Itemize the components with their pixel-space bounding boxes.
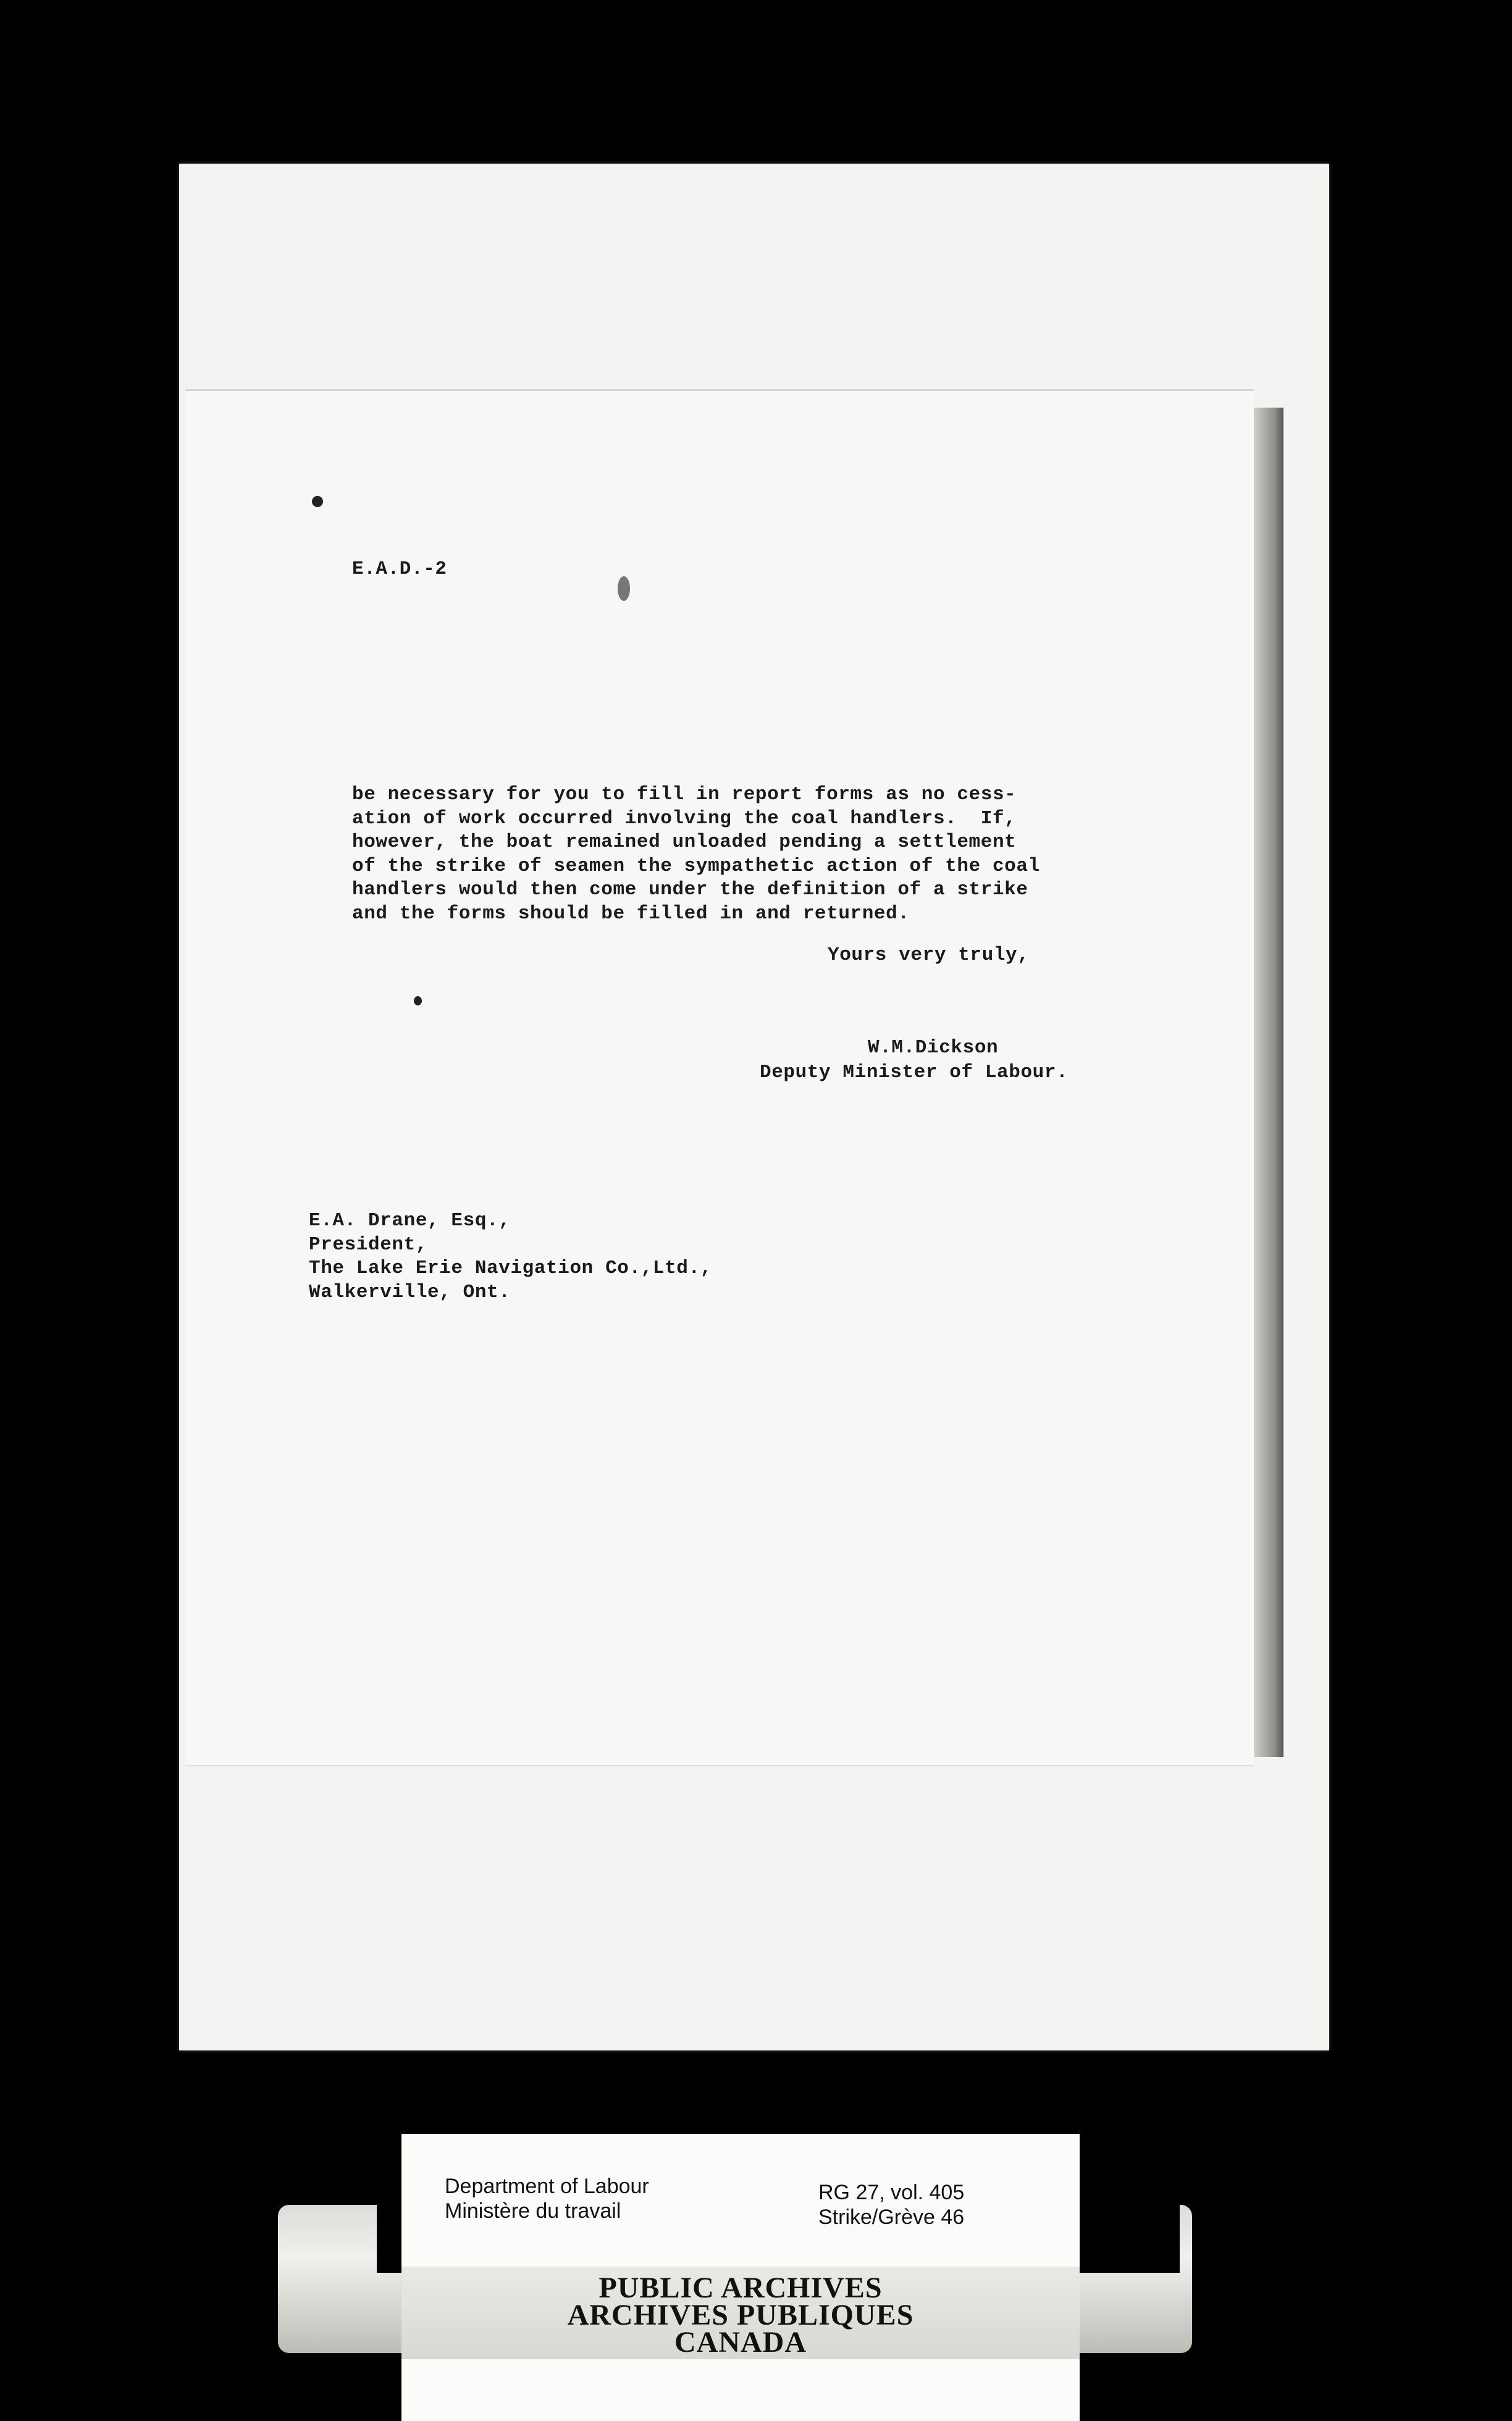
- public-archives-stamp: [401, 2272, 1080, 2359]
- addressee-line: E.A. Drane, Esq.,: [309, 1210, 511, 1231]
- body-line: handlers would then come under the definition of a strike: [352, 879, 1028, 900]
- signature-title: Deputy Minister of Labour.: [760, 1062, 1069, 1083]
- clip-notch-right: [1075, 2205, 1180, 2273]
- stamp-line: ARCHIVES PUBLIQUES: [567, 2299, 914, 2331]
- body-line: however, the boat remained unloaded pending a settlement: [352, 831, 1017, 853]
- department-fr: Ministère du travail: [445, 2199, 621, 2223]
- letter-page: [185, 389, 1254, 1766]
- reference-code: E.A.D.-2: [352, 558, 447, 580]
- ink-speck: [312, 496, 323, 507]
- department-en: Department of Labour: [445, 2175, 649, 2198]
- body-line: ation of work occurred involving the coal handlers. If,: [352, 807, 1017, 829]
- addressee-line: Walkerville, Ont.: [309, 1281, 511, 1303]
- addressee-line: The Lake Erie Navigation Co.,Ltd.,: [309, 1257, 712, 1279]
- stamp-line: PUBLIC ARCHIVES: [598, 2272, 883, 2304]
- closing: Yours very truly,: [828, 944, 1030, 966]
- record-group: RG 27, vol. 405: [818, 2181, 965, 2204]
- strike-reference: Strike/Grève 46: [818, 2205, 965, 2229]
- ink-speck: [618, 576, 630, 601]
- stamp-line: CANADA: [674, 2326, 807, 2359]
- addressee-block: [309, 1209, 712, 1304]
- letter-body: [352, 783, 1040, 926]
- signature-name: W.M.Dickson: [868, 1037, 999, 1059]
- addressee-line: President,: [309, 1233, 428, 1256]
- backing-sheet-edge: [1254, 408, 1283, 1757]
- body-line: be necessary for you to fill in report forms as no cess-: [352, 784, 1017, 805]
- body-line: of the strike of seamen the sympathetic action of the coal: [352, 855, 1040, 877]
- body-line: and the forms should be filled in and returned.: [352, 902, 910, 925]
- ink-speck: [414, 996, 422, 1005]
